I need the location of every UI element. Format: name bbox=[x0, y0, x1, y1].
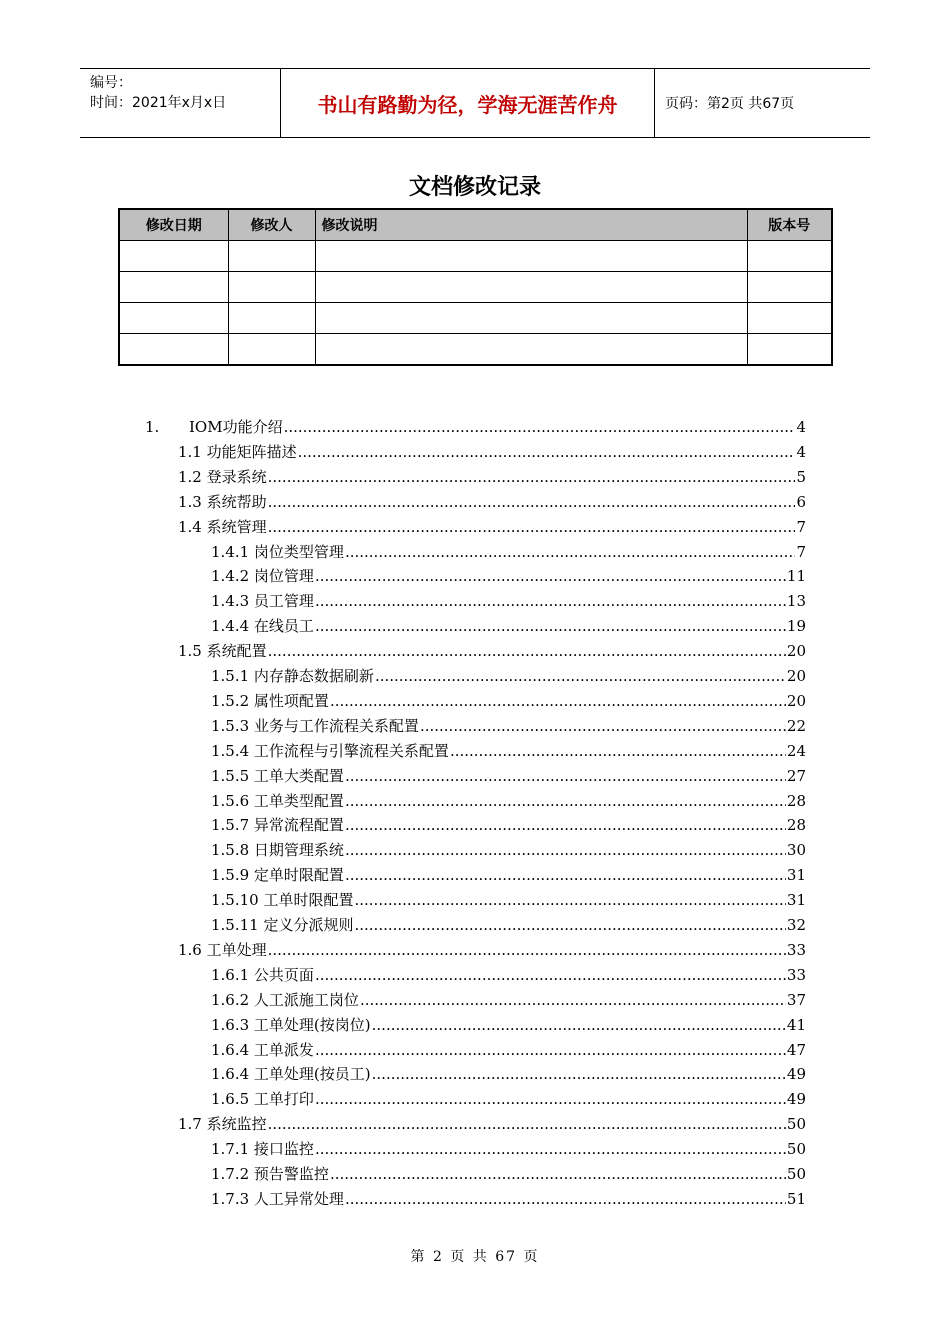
toc-entry-page: 33 bbox=[786, 940, 806, 959]
toc-entry[interactable] bbox=[211, 1014, 806, 1036]
toc-entry-title: 1.6 工单处理 bbox=[178, 940, 267, 959]
toc-entry-title: 1.5.5 工单大类配置 bbox=[211, 766, 344, 785]
page-header bbox=[80, 68, 870, 138]
toc-entry-title: 1.5.4 工作流程与引擎流程关系配置 bbox=[211, 741, 449, 760]
toc-entry[interactable] bbox=[178, 441, 806, 463]
toc-entry-title: 1.6.3 工单处理(按岗位) bbox=[211, 1015, 371, 1034]
toc-entry[interactable] bbox=[211, 590, 806, 612]
column-header-author: 修改人 bbox=[228, 209, 315, 241]
toc-entry-page: 22 bbox=[786, 716, 806, 735]
table-cell bbox=[119, 272, 228, 303]
toc-entry[interactable] bbox=[211, 814, 806, 836]
table-cell bbox=[228, 334, 315, 366]
toc-entry-title: 1.5 系统配置 bbox=[178, 642, 267, 661]
toc-entry[interactable] bbox=[145, 416, 806, 438]
toc-dot-leader bbox=[330, 690, 786, 712]
toc-dot-leader bbox=[268, 491, 796, 513]
toc-entry-page: 50 bbox=[786, 1140, 806, 1159]
toc-entry-title: 1.4.1 岗位类型管理 bbox=[211, 542, 344, 561]
toc-entry-page: 6 bbox=[796, 492, 806, 511]
toc-entry-title: 1.7.3 人工异常处理 bbox=[211, 1189, 344, 1208]
table-cell bbox=[315, 334, 747, 366]
table-cell bbox=[228, 272, 315, 303]
toc-entry[interactable] bbox=[211, 765, 806, 787]
toc-dot-leader bbox=[268, 1113, 786, 1135]
toc-dot-leader bbox=[315, 590, 786, 612]
toc-entry-title: 1.7 系统监控 bbox=[178, 1115, 267, 1134]
toc-entry-page: 31 bbox=[786, 891, 806, 910]
toc-dot-leader bbox=[345, 541, 796, 563]
revision-table bbox=[118, 208, 833, 366]
toc-entry-page: 20 bbox=[786, 642, 806, 661]
toc-dot-leader bbox=[315, 1039, 786, 1061]
toc-entry-page: 33 bbox=[786, 965, 806, 984]
toc-dot-leader bbox=[268, 516, 796, 538]
toc-dot-leader bbox=[354, 889, 785, 911]
table-cell bbox=[747, 272, 832, 303]
toc-entry-title: 1.5.3 业务与工作流程关系配置 bbox=[211, 716, 419, 735]
toc-entry[interactable] bbox=[178, 640, 806, 662]
toc-entry-title: 1.5.9 定单时限配置 bbox=[211, 866, 344, 885]
table-cell bbox=[747, 303, 832, 334]
toc-entry[interactable] bbox=[211, 665, 806, 687]
toc-entry[interactable] bbox=[178, 516, 806, 538]
toc-entry-page: 49 bbox=[786, 1065, 806, 1084]
toc-dot-leader bbox=[372, 1063, 786, 1085]
toc-entry-page: 50 bbox=[786, 1165, 806, 1183]
toc-dot-leader bbox=[315, 964, 786, 986]
toc-entry-title: 1.6.5 工单打印 bbox=[211, 1090, 314, 1109]
toc-entry[interactable] bbox=[211, 1039, 806, 1061]
toc-entry-title: 1.7.1 接口监控 bbox=[211, 1140, 314, 1159]
table-cell bbox=[228, 303, 315, 334]
header-meta bbox=[80, 69, 281, 137]
toc-entry-title: 1.4.2 岗位管理 bbox=[211, 567, 314, 586]
table-row bbox=[119, 303, 832, 334]
toc-entry-page: 50 bbox=[786, 1115, 806, 1134]
toc-dot-leader bbox=[315, 615, 786, 637]
toc-dot-leader bbox=[268, 640, 786, 662]
toc-entry-title: 1.4.3 员工管理 bbox=[211, 592, 314, 611]
toc-entry[interactable] bbox=[211, 740, 806, 762]
toc-entry-title: 1.4.4 在线员工 bbox=[211, 617, 314, 636]
table-cell bbox=[315, 241, 747, 272]
toc-entry-title: 1.5.7 异常流程配置 bbox=[211, 816, 344, 835]
column-header-description: 修改说明 bbox=[315, 209, 747, 241]
table-cell bbox=[119, 241, 228, 272]
toc-entry[interactable] bbox=[211, 1088, 806, 1110]
toc-entry[interactable] bbox=[211, 864, 806, 886]
toc-entry[interactable] bbox=[211, 989, 806, 1011]
toc-entry[interactable] bbox=[178, 491, 806, 513]
toc-entry-page: 4 bbox=[796, 418, 806, 436]
header-motto: 书山有路勤为径，学海无涯苦作舟 bbox=[281, 69, 655, 137]
table-cell bbox=[315, 303, 747, 334]
toc-entry-number: 1. bbox=[145, 418, 160, 436]
toc-dot-leader bbox=[354, 914, 785, 936]
header-page-info: 页码：第2页 共67页 bbox=[665, 96, 795, 112]
toc-entry-title: 1.5.10 工单时限配置 bbox=[211, 891, 354, 910]
table-row bbox=[119, 334, 832, 366]
toc-entry[interactable] bbox=[211, 1138, 806, 1160]
table-cell bbox=[747, 334, 832, 366]
toc-entry[interactable] bbox=[211, 615, 806, 637]
toc-entry[interactable] bbox=[211, 839, 806, 861]
toc-dot-leader bbox=[450, 740, 786, 762]
toc-entry-page: 49 bbox=[786, 1090, 806, 1109]
table-cell bbox=[119, 334, 228, 366]
toc-entry-title: 1.4 系统管理 bbox=[178, 517, 267, 536]
toc-entry-page: 4 bbox=[796, 442, 806, 461]
table-row bbox=[119, 241, 832, 272]
page-title: 文档修改记录 bbox=[408, 175, 541, 200]
toc-dot-leader bbox=[315, 565, 786, 587]
toc-entry-page: 51 bbox=[786, 1189, 806, 1208]
toc-dot-leader bbox=[330, 1163, 786, 1185]
toc-entry-title: 1.6.1 公共页面 bbox=[211, 965, 314, 984]
toc-entry-title: 1.5.6 工单类型配置 bbox=[211, 791, 344, 810]
table-cell bbox=[119, 303, 228, 334]
page-footer: 第 2 页 共 67 页 bbox=[410, 1249, 540, 1265]
toc-entry-page: 19 bbox=[786, 617, 806, 636]
revision-table-header bbox=[119, 209, 832, 241]
toc-dot-leader bbox=[284, 416, 796, 438]
table-cell bbox=[228, 241, 315, 272]
toc-entry-title: 1.2 登录系统 bbox=[178, 467, 267, 486]
toc-dot-leader bbox=[345, 1188, 786, 1210]
toc-entry-page: 7 bbox=[796, 542, 806, 561]
toc-entry-title: 1.6.4 工单派发 bbox=[211, 1040, 314, 1059]
toc-dot-leader bbox=[315, 1138, 786, 1160]
toc-entry-title: 1.5.8 日期管理系统 bbox=[211, 841, 344, 860]
toc-entry-page: 11 bbox=[786, 567, 806, 586]
toc-entry-title: 1.5.2 属性项配置 bbox=[211, 691, 329, 710]
toc-dot-leader bbox=[360, 989, 786, 1011]
column-header-date: 修改日期 bbox=[119, 209, 228, 241]
toc-entry[interactable] bbox=[211, 964, 806, 986]
toc-entry-title: 1.7.2 预告警监控 bbox=[211, 1165, 329, 1183]
toc-entry[interactable] bbox=[211, 565, 806, 587]
toc-entry[interactable] bbox=[211, 889, 806, 911]
toc-entry-title: 1.6.2 人工派施工岗位 bbox=[211, 990, 359, 1009]
toc-dot-leader bbox=[345, 814, 786, 836]
toc-entry-page: 20 bbox=[786, 691, 806, 710]
toc-entry[interactable] bbox=[211, 914, 806, 936]
toc-entry[interactable] bbox=[211, 1063, 806, 1085]
toc-entry-page: 31 bbox=[786, 866, 806, 885]
toc-entry-page: 7 bbox=[796, 517, 806, 536]
toc-entry-title: 1.5.1 内存静态数据刷新 bbox=[211, 667, 374, 685]
document-number-label: 编号： bbox=[90, 75, 132, 91]
toc-entry[interactable] bbox=[178, 466, 806, 488]
toc-entry[interactable] bbox=[178, 939, 806, 961]
toc-entry-title: 1.1 功能矩阵描述 bbox=[178, 442, 297, 461]
table-row bbox=[119, 272, 832, 303]
toc-entry[interactable] bbox=[211, 790, 806, 812]
toc-dot-leader bbox=[372, 1014, 786, 1036]
toc-entry[interactable] bbox=[211, 690, 806, 712]
toc-entry-title: 1.6.4 工单处理(按员工) bbox=[211, 1065, 371, 1084]
toc-entry-page: 37 bbox=[786, 990, 806, 1009]
toc-dot-leader bbox=[345, 765, 786, 787]
document-time: 时间：2021年x月x日 bbox=[90, 95, 227, 111]
toc-dot-leader bbox=[345, 864, 786, 886]
toc-entry-page: 13 bbox=[786, 592, 806, 611]
toc-entry-page: 47 bbox=[786, 1040, 806, 1059]
toc-entry-page: 5 bbox=[796, 467, 806, 486]
toc-entry-page: 32 bbox=[786, 916, 806, 934]
toc-entry-title: IOM功能介绍 bbox=[189, 418, 283, 436]
toc-dot-leader bbox=[375, 665, 786, 687]
toc-entry[interactable] bbox=[211, 715, 806, 737]
toc-entry[interactable] bbox=[211, 1163, 806, 1185]
toc-entry-page: 24 bbox=[786, 741, 806, 760]
toc-dot-leader bbox=[298, 441, 796, 463]
toc-entry-page: 27 bbox=[786, 766, 806, 785]
toc-dot-leader bbox=[420, 715, 786, 737]
toc-dot-leader bbox=[315, 1088, 786, 1110]
toc-entry-page: 28 bbox=[786, 816, 806, 835]
toc-entry[interactable] bbox=[211, 541, 806, 563]
toc-entry-title: 1.3 系统帮助 bbox=[178, 492, 267, 511]
toc-entry-page: 41 bbox=[786, 1015, 806, 1034]
toc-entry-title: 1.5.11 定义分派规则 bbox=[211, 916, 354, 934]
toc-entry[interactable] bbox=[211, 1188, 806, 1210]
column-header-version: 版本号 bbox=[747, 209, 832, 241]
toc-entry[interactable] bbox=[178, 1113, 806, 1135]
toc-entry-page: 28 bbox=[786, 791, 806, 810]
toc-dot-leader bbox=[345, 839, 786, 861]
table-cell bbox=[315, 272, 747, 303]
table-cell bbox=[747, 241, 832, 272]
toc-entry-page: 20 bbox=[786, 667, 806, 685]
toc-dot-leader bbox=[345, 790, 786, 812]
toc-entry-page: 30 bbox=[786, 841, 806, 860]
toc-dot-leader bbox=[268, 939, 786, 961]
toc-dot-leader bbox=[268, 466, 796, 488]
